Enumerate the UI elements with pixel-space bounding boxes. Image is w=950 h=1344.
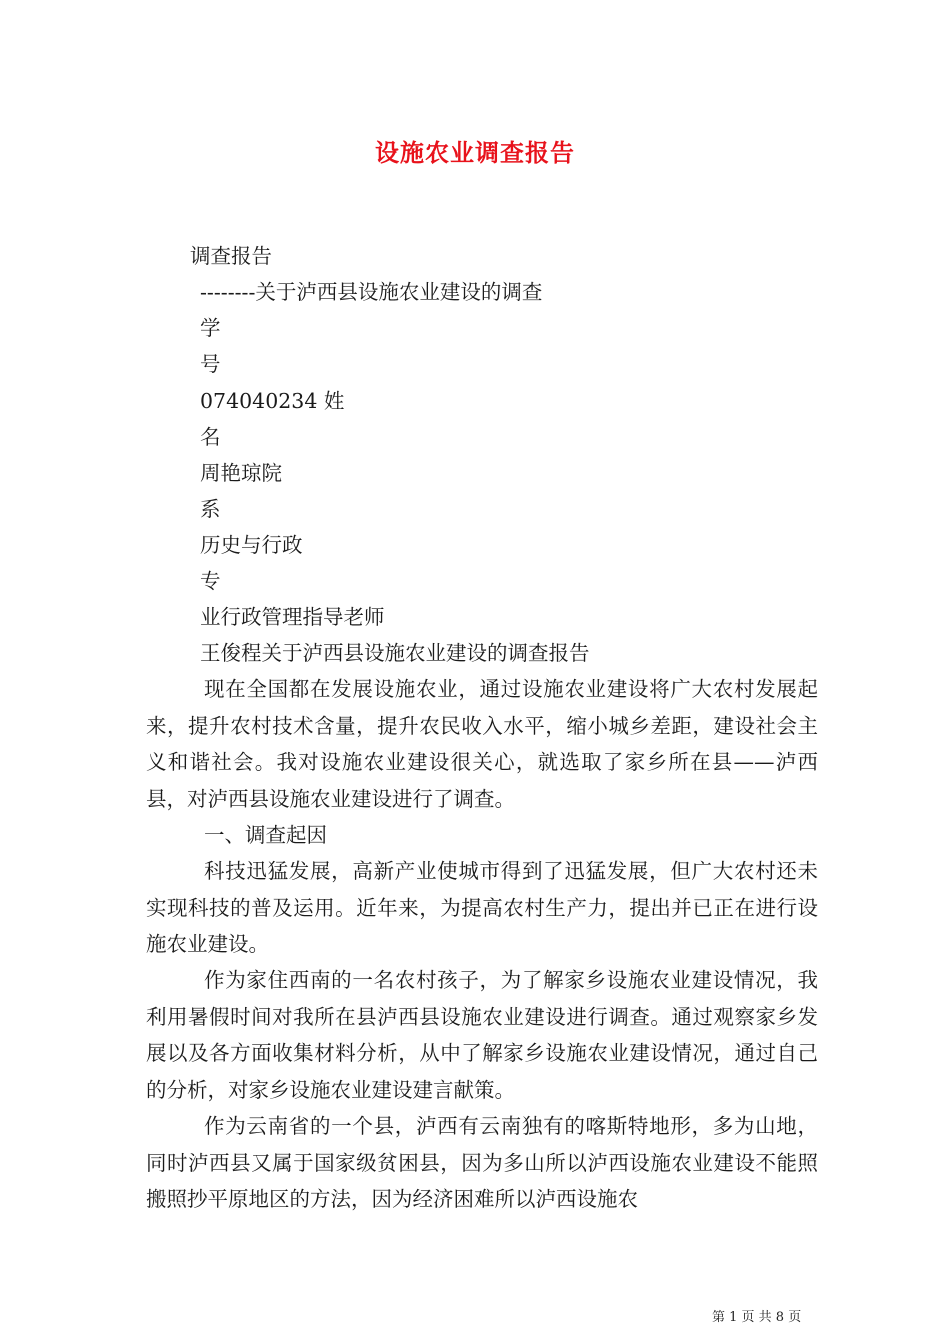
paragraph-purpose: 作为家住西南的一名农村孩子，为了解家乡设施农业建设情况，我利用暑假时间对我所在县泸西县设施农业建设进行调查。通过观察家乡发展以及各方面收集材料分析，从中了解家乡设施农业建设情况，通过自己的分析，对家乡设施农业建设建言献策。 — [146, 968, 818, 1102]
document-title: 设施农业调查报告 — [375, 138, 575, 167]
paragraph-context: 作为云南省的一个县，泸西有云南独有的喀斯特地形，多为山地，同时泸西县又属于国家级贫困县，因为多山所以泸西设施农业建设不能照搬照抄平原地区的方法，因为经济困难所以泸西设施农 — [146, 1114, 818, 1211]
line-zhuan: 专 — [200, 569, 221, 593]
section-heading-1: 一、调查起因 — [204, 823, 327, 847]
line-ming: 名 — [200, 425, 221, 449]
line-xi: 系 — [200, 497, 221, 521]
line-hao: 号 — [200, 352, 221, 376]
page-footer: 第 1 页 共 8 页 — [712, 1310, 802, 1325]
paragraph-intro: 现在全国都在发展设施农业，通过设施农业建设将广大农村发展起来，提升农村技术含量，提升农民收入水平，缩小城乡差距，建设社会主义和谐社会。我对设施农业建设很关心，就选取了家乡所在县——泸西县，对泸西县设施农业建设进行了调查。 — [146, 677, 818, 811]
line-advisor-title: 王俊程关于泸西县设施农业建设的调查报告 — [200, 641, 590, 665]
paragraph-cause: 科技迅猛发展，高新产业使城市得到了迅猛发展，但广大农村还未实现科技的普及运用。近年来，为提高农村生产力，提出并已正在进行设施农业建设。 — [146, 859, 818, 956]
line-name: 周艳琼院 — [200, 461, 282, 485]
line-subtitle: --------关于泸西县设施农业建设的调查 — [200, 280, 543, 304]
line-xue: 学 — [200, 316, 221, 340]
line-major-advisor: 业行政管理指导老师 — [200, 605, 385, 629]
line-student-id: 074040234 姓 — [200, 389, 345, 413]
line-report-label: 调查报告 — [190, 244, 272, 268]
line-department: 历史与行政 — [200, 533, 303, 557]
